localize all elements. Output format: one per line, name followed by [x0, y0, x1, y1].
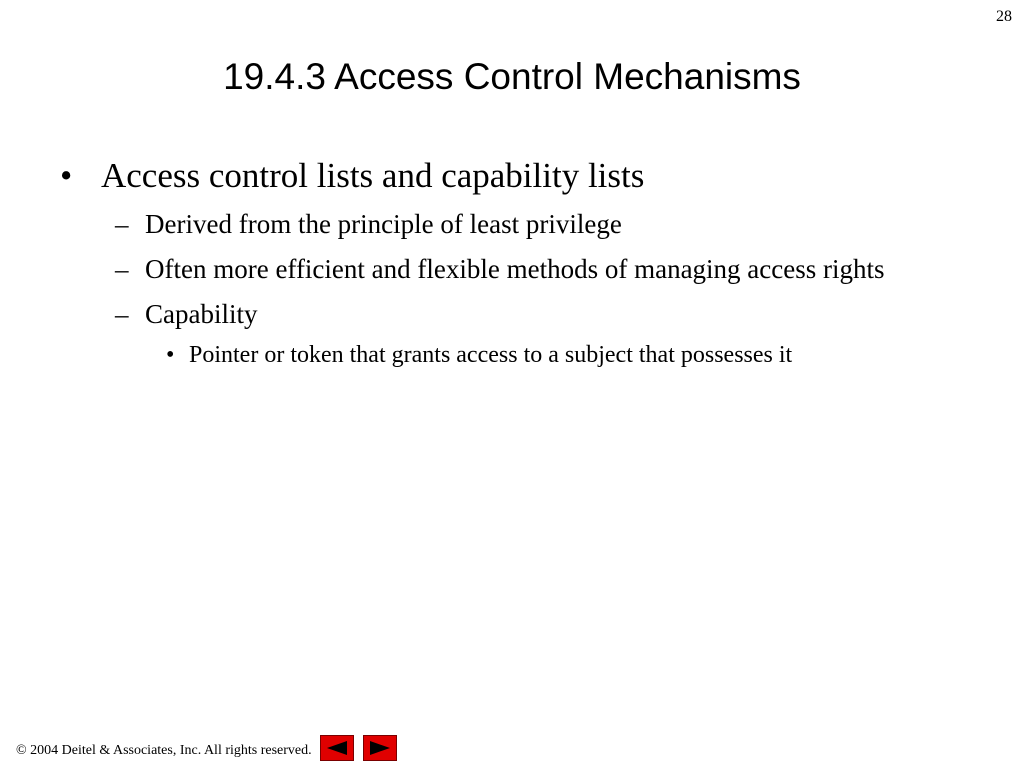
page-number: 28	[996, 8, 1012, 25]
slide-content	[0, 154, 1024, 372]
next-slide-button[interactable]	[363, 735, 397, 761]
bullet-marker: •	[166, 342, 175, 368]
subbullet-text: Capability	[145, 299, 258, 329]
right-triangle-icon	[368, 740, 392, 756]
subbullet-text: Derived from the principle of least privilege	[145, 209, 622, 239]
bullet-marker: •	[60, 156, 73, 195]
bullet-text: Access control lists and capability lists	[101, 156, 645, 195]
subbullet-capability	[0, 295, 1024, 333]
slide-title: 19.4.3 Access Control Mechanisms	[223, 56, 801, 97]
previous-slide-button[interactable]	[320, 735, 354, 761]
copyright-notice: © 2004 Deitel & Associates, Inc. All rights reserved.	[16, 743, 312, 758]
footer	[16, 734, 397, 762]
left-triangle-icon	[325, 740, 349, 756]
dash-marker: –	[115, 209, 129, 239]
subbullet-least-privilege	[0, 205, 1024, 243]
dash-marker: –	[115, 299, 129, 329]
subbullet-text: Often more efficient and flexible methods of managing access rights	[145, 254, 885, 284]
subbullet-efficient-methods	[0, 250, 1024, 288]
dash-marker: –	[115, 254, 129, 284]
subsubbullet-text: Pointer or token that grants access to a subject that possesses it	[189, 342, 793, 368]
subsubbullet-pointer-token	[0, 338, 1024, 372]
bullet-access-control-lists	[0, 154, 1024, 198]
